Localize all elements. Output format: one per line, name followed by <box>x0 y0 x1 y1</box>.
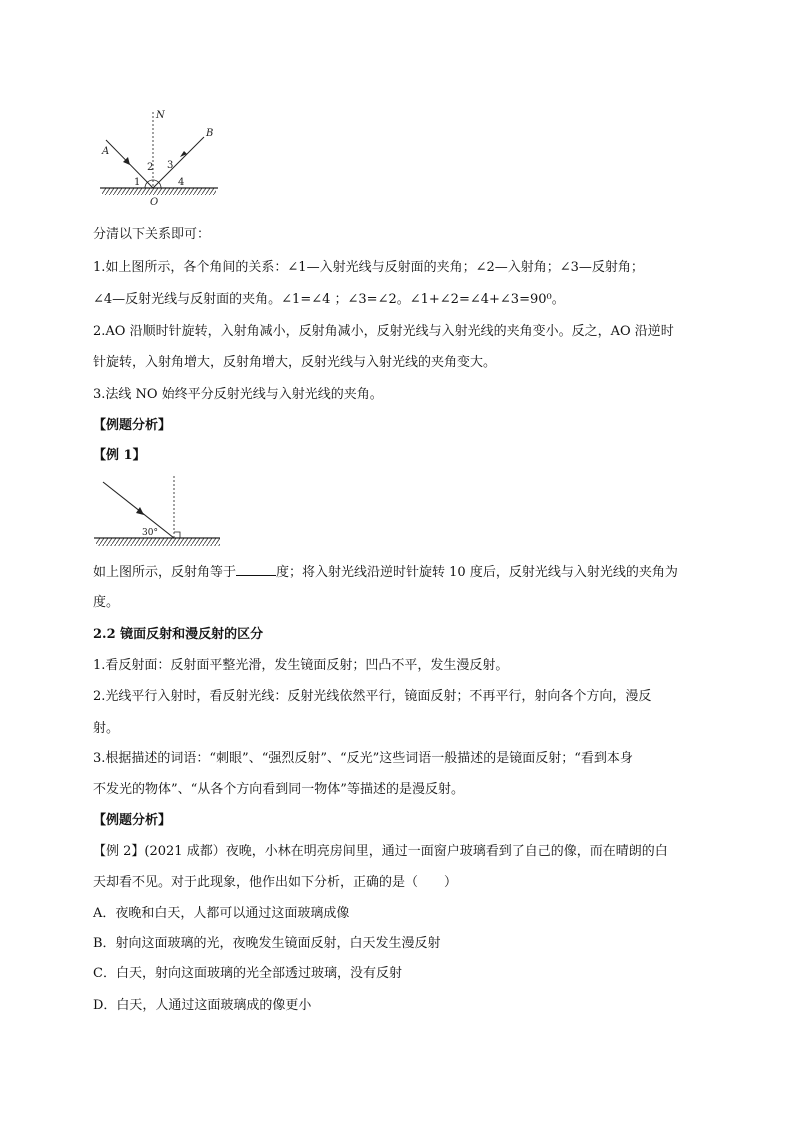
answer-blank[interactable] <box>236 563 276 576</box>
option-a[interactable]: A．夜晚和白天，人都可以通过这面玻璃成像 <box>93 906 350 921</box>
point3-text: 3.法线 NO 始终平分反射光线与入射光线的夹角。 <box>93 387 383 402</box>
point2-line2: 针旋转，入射角增大，反射角增大，反射光线与入射光线的夹角变大。 <box>93 355 497 370</box>
example1-question <box>93 563 678 582</box>
s3-line1: 3.根据描述的词语：“刺眼”、“强烈反射”、“反光”这些词语一般描述的是镜面反射；“看到本身 <box>93 751 633 766</box>
point1-line2: ∠4—反射光线与反射面的夹角。∠1=∠4 ；∠3=∠2。∠1+∠2=∠4+∠3=90⁰。 <box>93 292 565 307</box>
point1-line1: 1.如上图所示，各个角间的关系：∠1—入射光线与反射面的夹角；∠2—入射角；∠3—反射角； <box>93 260 644 275</box>
reflection-diagram <box>90 104 230 212</box>
example1-label: 【例 1】 <box>93 448 146 463</box>
label-angle-2: 2 <box>147 162 154 173</box>
example2-line1: 【例 2】(2021 成都）夜晚，小林在明亮房间里，通过一面窗户玻璃看到了自己的像，而在晴朗的白 <box>93 844 668 859</box>
label-O: O <box>150 197 159 208</box>
section-title: 2.2 镜面反射和漫反射的区分 <box>93 627 264 642</box>
example1-question-part1: 如上图所示，反射角等于 <box>93 565 237 580</box>
option-c[interactable]: C．白天，射向这面玻璃的光全部透过玻璃，没有反射 <box>93 966 402 981</box>
s2-line2: 射。 <box>93 721 120 736</box>
label-angle-4: 4 <box>178 177 185 188</box>
mirror-hatching <box>102 188 216 195</box>
label-B: B <box>206 128 214 139</box>
example1-diagram <box>92 472 222 548</box>
intro-text: 分清以下关系即可： <box>93 227 211 242</box>
s1-text: 1.看反射面：反射面平整光滑，发生镜面反射；凹凸不平，发生漫反射。 <box>93 658 509 673</box>
ex1-angle-label: 30° <box>142 528 158 538</box>
ex1-right-angle-mark <box>174 532 180 538</box>
example1-question-line2: 度。 <box>93 595 120 610</box>
reflected-arrow <box>180 151 187 157</box>
option-d[interactable]: D．白天，人通过这面玻璃成的像更小 <box>93 998 312 1013</box>
ex1-mirror-hatching <box>96 538 220 546</box>
label-angle-3: 3 <box>167 160 174 171</box>
analysis-heading-1: 【例题分析】 <box>93 418 172 433</box>
option-b[interactable]: B．射向这面玻璃的光，夜晚发生镜面反射，白天发生漫反射 <box>93 936 441 951</box>
s3-line2: 不发光的物体”、“从各个方向看到同一物体”等描述的是漫反射。 <box>93 782 464 797</box>
example1-question-part2: 度；将入射光线沿逆时针旋转 10 度后，反射光线与入射光线的夹角为 <box>276 565 678 580</box>
label-angle-1: 1 <box>134 177 141 188</box>
ex1-incident-arrow <box>136 507 144 515</box>
analysis-heading-2: 【例题分析】 <box>93 813 172 828</box>
point2-line1: 2.AO 沿顺时针旋转，入射角减小，反射角减小，反射光线与入射光线的夹角变小。反之，AO 沿逆时 <box>93 324 674 339</box>
label-N: N <box>156 110 165 121</box>
label-A: A <box>102 146 110 157</box>
example2-line2: 天却看不见。对于此现象，他作出如下分析，正确的是（ ） <box>93 875 458 890</box>
s2-line1: 2.光线平行入射时，看反射光线：反射光线依然平行，镜面反射；不再平行，射向各个方向，漫反 <box>93 689 652 704</box>
